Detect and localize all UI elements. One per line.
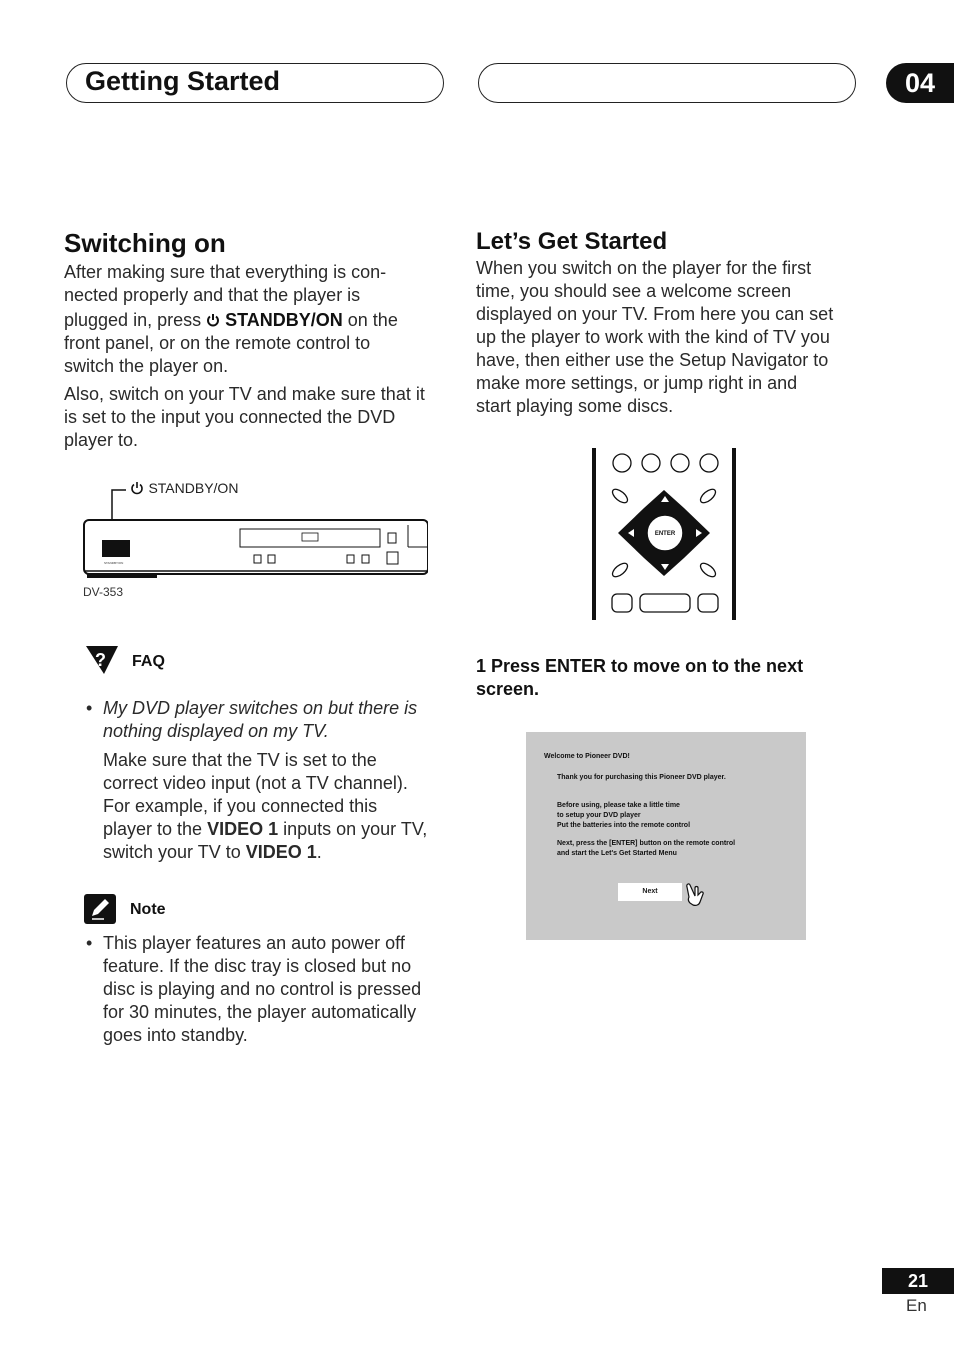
welcome-title: Welcome to Pioneer DVD! <box>544 753 630 760</box>
switching-on-heading: Switching on <box>64 228 226 258</box>
chapter-number: 04 <box>886 63 954 103</box>
faq-icon <box>84 644 120 676</box>
note-icon <box>84 894 116 924</box>
page-language: En <box>906 1296 927 1315</box>
welcome-screen <box>526 732 806 940</box>
section-title: Getting Started <box>85 66 281 96</box>
faq-title: FAQ <box>132 653 165 670</box>
faq-question: • My DVD player switches on but there is nothing displayed on my TV. <box>86 698 418 741</box>
lets-get-started-body: When you switch on the player for the first time, you should see a welcome screen displayed on your TV. From here you can set up the player to work with the kind of TV you have, then either use the Setup Navigator to make more settings, or jump right in and start playing some discs. <box>476 258 834 416</box>
standby-callout: STANDBY/ON <box>130 480 238 498</box>
welcome-line: Before using, please take a little time <box>557 802 680 809</box>
power-icon <box>206 310 220 330</box>
note-body: • This player features an auto power off feature. If the disc tray is closed but no disc is playing and no control is pressed for 30 minutes, the player automatically goes into standby. <box>86 933 422 1045</box>
remote-control <box>590 446 740 624</box>
welcome-line: Put the batteries into the remote control <box>557 822 691 829</box>
hand-pointer-icon <box>684 882 708 908</box>
header-empty-pill <box>478 63 856 103</box>
step-1: 1 Press ENTER to move on to the next screen. <box>476 656 804 699</box>
header-title-pill <box>66 63 444 103</box>
next-button[interactable]: Next <box>618 883 682 901</box>
welcome-line: Next, press the [ENTER] button on the remote control <box>557 840 736 847</box>
svg-text:?: ? <box>95 650 106 670</box>
welcome-line: and start the Let's Get Started Menu <box>557 850 677 857</box>
page-number: 21 <box>882 1268 954 1294</box>
model-label: DV-353 <box>83 585 124 599</box>
dvd-player-front-panel <box>82 485 428 580</box>
faq-answer: Make sure that the TV is set to the correct video input (not a TV channel). For example, if you connected this player to the VIDEO 1 inputs on your TV, switch your TV to VIDEO 1. <box>103 750 428 862</box>
note-title: Note <box>130 901 166 918</box>
welcome-line: Thank you for purchasing this Pioneer DVD player. <box>557 774 726 781</box>
switching-on-para1: After making sure that everything is con- nected properly and that the player is plugged in, press STANDBY/ON on the front panel, or on the remote control to switch the player on. <box>64 262 398 376</box>
lets-get-started-heading: Let’s Get Started <box>476 228 668 255</box>
svg-text:STANDBY/ON: STANDBY/ON <box>104 561 124 565</box>
welcome-line: to setup your DVD player <box>557 812 641 819</box>
switching-on-para2: Also, switch on your TV and make sure that it is set to the input you connected the DVD player to. <box>64 384 425 450</box>
remote-enter-label: ENTER <box>654 531 676 537</box>
